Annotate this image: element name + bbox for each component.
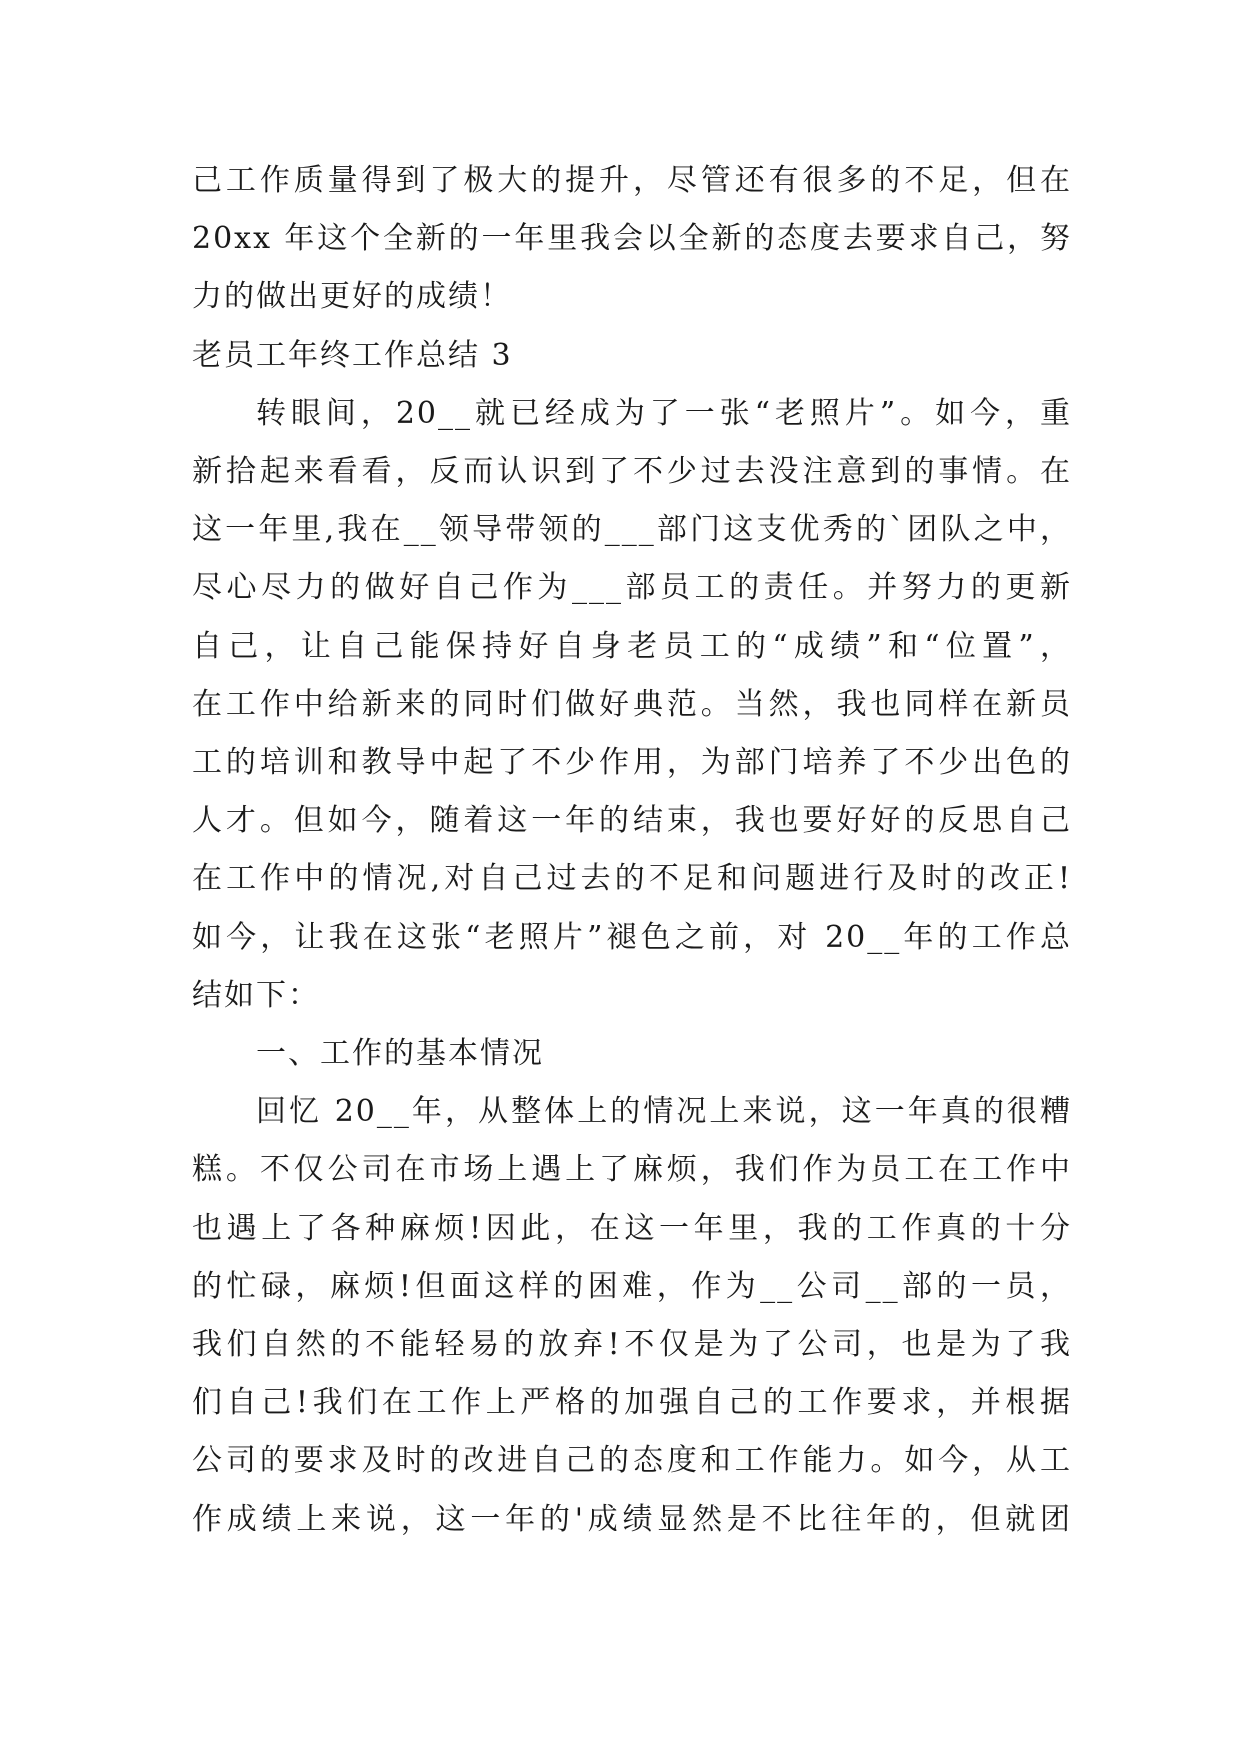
text-line: 也遇上了各种麻烦!因此，在这一年里，我的工作真的十分 [192, 1211, 1072, 1246]
text-line: 工的培训和教导中起了不少作用，为部门培养了不少出色的 [192, 745, 1072, 780]
text-line: 我们自然的不能轻易的放弃!不仅是为了公司，也是为了我 [192, 1327, 1072, 1362]
text-line: 尽心尽力的做好自己作为___部员工的责任。并努力的更新 [192, 570, 1072, 605]
section-heading: 老员工年终工作总结 3 [192, 338, 513, 373]
text-line: 自己，让自己能保持好自身老员工的“成绩”和“位置”， [192, 629, 1072, 664]
text-line: 新拾起来看看，反而认识到了不少过去没注意到的事情。在 [192, 454, 1072, 489]
text-line: 公司的要求及时的改进自己的态度和工作能力。如今，从工 [192, 1443, 1072, 1478]
text-line: 在工作中给新来的同时们做好典范。当然，我也同样在新员 [192, 687, 1072, 722]
text-line: 人才。但如今，随着这一年的结束，我也要好好的反思自己 [192, 803, 1072, 838]
text-line: 糕。不仅公司在市场上遇上了麻烦，我们作为员工在工作中 [192, 1152, 1072, 1187]
text-line: 作成绩上来说，这一年的'成绩显然是不比往年的，但就团 [192, 1502, 1072, 1537]
text-line: 力的做出更好的成绩！ [192, 279, 512, 314]
text-line: 回忆 20__年，从整体上的情况上来说，这一年真的很糟 [256, 1094, 1072, 1129]
text-line: 们自己!我们在工作上严格的加强自己的工作要求，并根据 [192, 1385, 1072, 1420]
text-line: 在工作中的情况,对自己过去的不足和问题进行及时的改正! [192, 861, 1072, 896]
text-line: 的忙碌，麻烦!但面这样的困难，作为__公司__部的一员， [192, 1269, 1072, 1304]
subsection-heading: 一、工作的基本情况 [256, 1036, 544, 1071]
text-line: 20xx 年这个全新的一年里我会以全新的态度去要求自己，努 [192, 221, 1072, 256]
text-line: 转眼间，20__就已经成为了一张“老照片”。如今，重 [256, 396, 1072, 431]
text-line: 己工作质量得到了极大的提升，尽管还有很多的不足，但在 [192, 163, 1072, 198]
text-line: 结如下： [192, 978, 320, 1013]
text-line: 如今，让我在这张“老照片”褪色之前，对 20__年的工作总 [192, 920, 1072, 955]
text-line: 这一年里,我在__领导带领的___部门这支优秀的`团队之中， [192, 512, 1072, 547]
